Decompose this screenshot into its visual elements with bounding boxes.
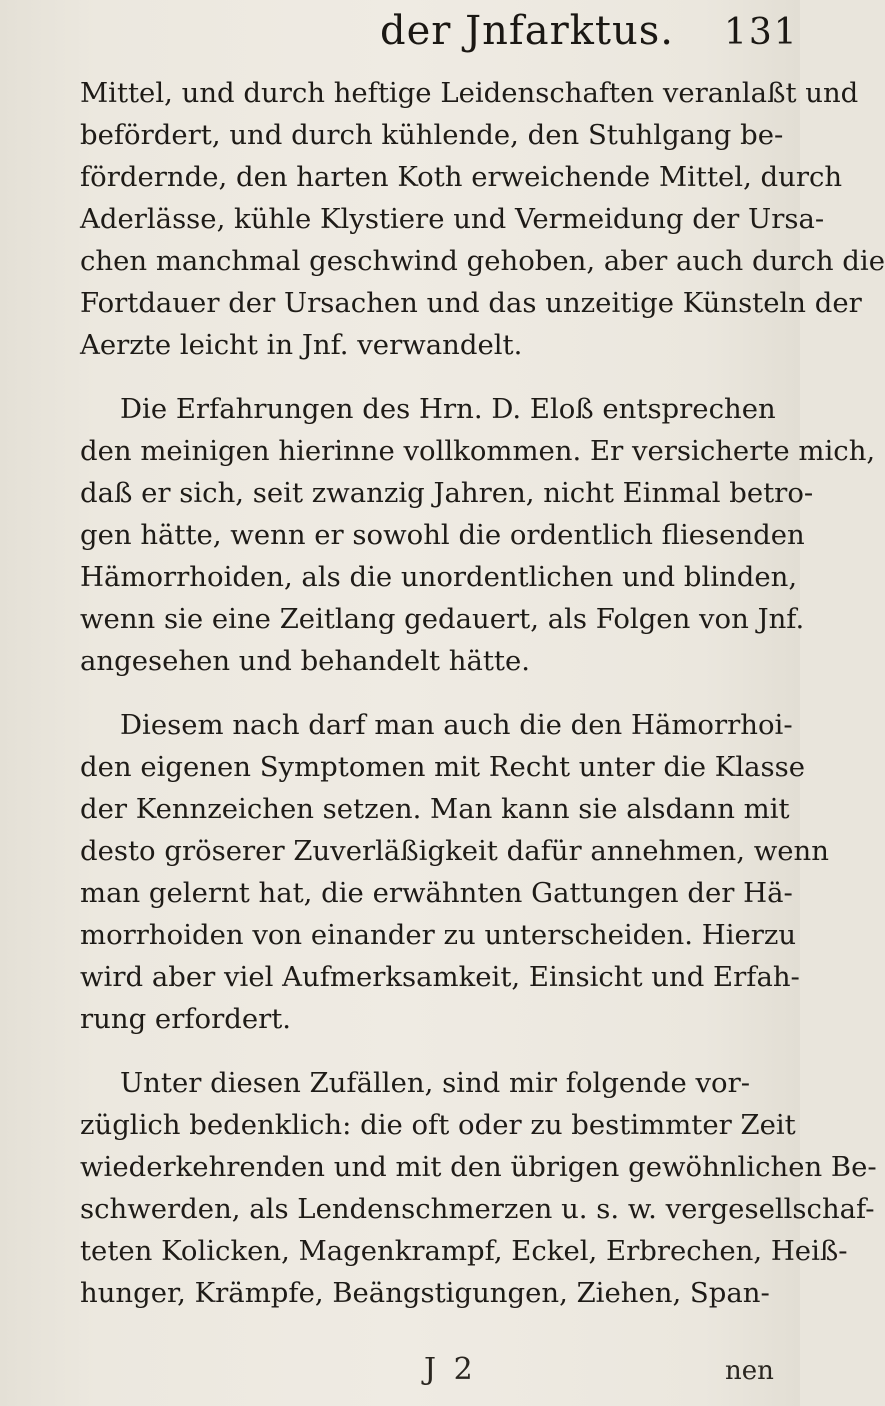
- text-line: Aderlässe, kühle Klystiere und Vermeidung der Ursa-: [80, 203, 825, 235]
- text-line: der Kennzeichen setzen. Man kann sie alsdann mit: [80, 793, 790, 825]
- text-line: schwerden, als Lendenschmerzen u. s. w. vergesellschaf-: [80, 1193, 875, 1225]
- paragraph-4: [80, 1062, 877, 1314]
- text-line: Fortdauer der Ursachen und das unzeitige Künsteln der: [80, 287, 862, 319]
- running-title: der Jnfarktus.: [380, 8, 674, 54]
- paragraph-1: [80, 72, 885, 366]
- text-line: daß er sich, seit zwanzig Jahren, nicht Einmal betro-: [80, 477, 814, 509]
- text-line: den eigenen Symptomen mit Recht unter die Klasse: [80, 751, 806, 783]
- text-line: gen hätte, wenn er sowohl die ordentlich fliesenden: [80, 519, 805, 551]
- text-line: hunger, Krämpfe, Beängstigungen, Ziehen, Span-: [80, 1277, 770, 1309]
- page-number: 131: [724, 12, 799, 53]
- paragraph-3: [80, 704, 829, 1040]
- text-line: Mittel, und durch heftige Leidenschaften veranlaßt und: [80, 77, 859, 109]
- catchword: nen: [725, 1356, 774, 1386]
- text-line: den meinigen hierinne vollkommen. Er versicherte mich,: [80, 435, 876, 467]
- text-line: züglich bedenklich: die oft oder zu bestimmter Zeit: [80, 1109, 796, 1141]
- text-line: Unter diesen Zufällen, sind mir folgende vor-: [120, 1067, 751, 1099]
- signature-mark: J 2: [424, 1352, 477, 1387]
- text-line: man gelernt hat, die erwähnten Gattungen der Hä-: [80, 877, 793, 909]
- text-line: angesehen und behandelt hätte.: [80, 645, 530, 677]
- text-line: wiederkehrenden und mit den übrigen gewöhnlichen Be-: [80, 1151, 877, 1183]
- text-line: Die Erfahrungen des Hrn. D. Eloß entsprechen: [120, 393, 776, 425]
- text-line: Hämorrhoiden, als die unordentlichen und blinden,: [80, 561, 798, 593]
- running-head: [0, 0, 800, 78]
- text-line: rung erfordert.: [80, 1003, 292, 1035]
- page-footer: [0, 1350, 800, 1400]
- text-line: Diesem nach darf man auch die den Hämorrhoi-: [120, 709, 793, 741]
- text-line: befördert, und durch kühlende, den Stuhlgang be-: [80, 119, 784, 151]
- body-text: [80, 72, 885, 1314]
- text-line: morrhoiden von einander zu unterscheiden. Hierzu: [80, 919, 797, 951]
- text-line: teten Kolicken, Magenkrampf, Eckel, Erbrechen, Heiß-: [80, 1235, 848, 1267]
- text-line: fördernde, den harten Koth erweichende Mittel, durch: [80, 161, 843, 193]
- text-line: Aerzte leicht in Jnf. verwandelt.: [80, 329, 523, 361]
- paragraph-2: [80, 388, 876, 682]
- text-line: chen manchmal geschwind gehoben, aber auch durch die: [80, 245, 885, 277]
- text-line: desto gröserer Zuverläßigkeit dafür annehmen, wenn: [80, 835, 829, 867]
- text-line: wenn sie eine Zeitlang gedauert, als Folgen von Jnf.: [80, 603, 805, 635]
- text-line: wird aber viel Aufmerksamkeit, Einsicht und Erfah-: [80, 961, 800, 993]
